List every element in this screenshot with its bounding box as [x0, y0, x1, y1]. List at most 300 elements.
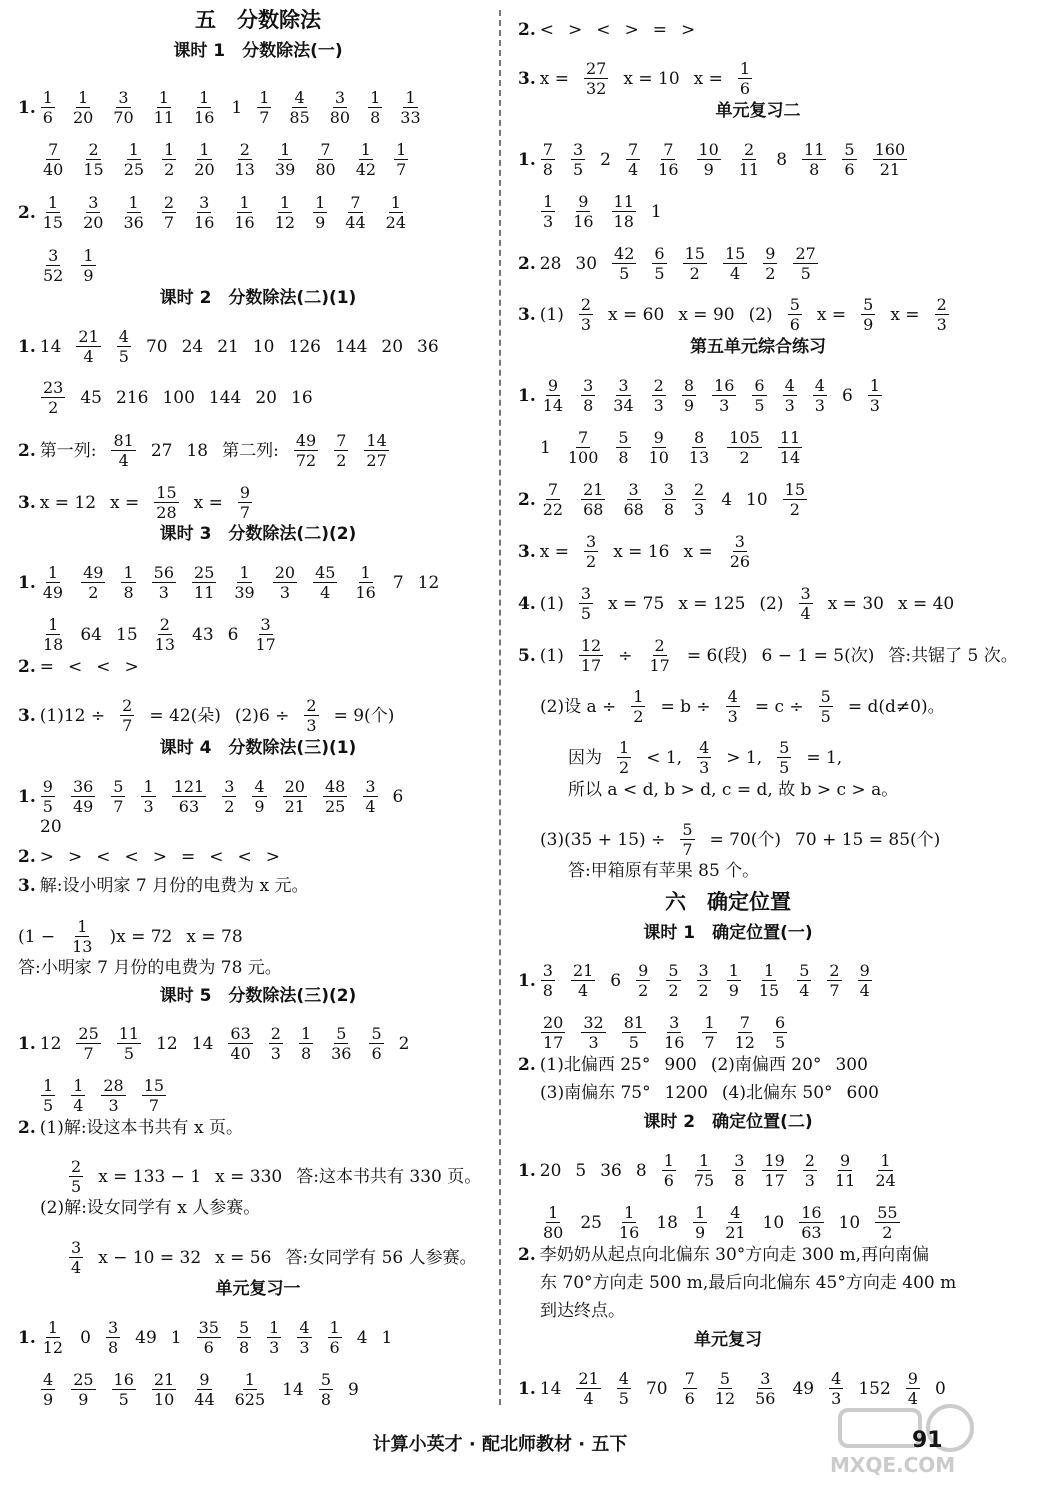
fraction: 16 5: [113, 1370, 134, 1409]
fraction: 3 2: [224, 777, 235, 816]
item-number: 1.: [518, 1378, 536, 1399]
fraction: 3 52: [43, 246, 64, 285]
fraction: 5 5: [779, 738, 790, 777]
answer-line: [40, 615, 520, 654]
fraction: 2 7: [829, 961, 840, 1000]
answer-line: [18, 917, 498, 956]
answer-line: [18, 777, 498, 816]
answer-line: [68, 1157, 548, 1196]
fraction: 45 4: [315, 563, 336, 602]
fraction: 21 4: [572, 961, 594, 1000]
fraction: 11 18: [613, 192, 634, 231]
answer-value: 14: [539, 1378, 562, 1399]
item-number: 1.: [18, 336, 36, 357]
fraction: 2 13: [234, 140, 255, 179]
answer-value: 10: [762, 1212, 785, 1233]
answer-value: >: [68, 847, 83, 867]
item-number: 1.: [518, 149, 536, 170]
fraction: 1 3: [143, 777, 154, 816]
section-heading: 课时 5 分数除法(三)(2): [159, 986, 357, 1006]
answer-value: (1): [539, 593, 564, 614]
answer-line: [18, 1318, 498, 1357]
item-number: 4.: [518, 593, 536, 614]
answer-value: <: [96, 847, 111, 867]
fraction: 10 9: [698, 140, 719, 179]
section-heading: 课时 3 分数除法(二)(2): [159, 524, 357, 544]
fraction: 48 25: [324, 777, 346, 816]
fraction: 9 2: [638, 961, 649, 1000]
fraction: 5 8: [238, 1318, 250, 1357]
answer-line: [540, 428, 1020, 467]
fraction: 4 21: [725, 1203, 746, 1242]
fraction: 1 3: [869, 376, 880, 415]
answer-value: 15: [116, 624, 138, 645]
item-number: 2.: [18, 657, 36, 677]
answer-value: =: [39, 657, 54, 677]
answer-line: [540, 1083, 1020, 1103]
answer-value: (2)解:设女同学有 x 人参赛。: [40, 1198, 261, 1218]
section-heading: 单元复习一: [215, 1279, 301, 1299]
answer-value: 因为: [568, 747, 602, 768]
fraction: 1 20: [72, 88, 94, 127]
fraction: 9 16: [573, 192, 594, 231]
answer-value: x = 30: [827, 593, 884, 614]
fraction: 7 12: [734, 1013, 755, 1052]
answer-value: 20: [255, 387, 277, 408]
fraction: 2 13: [154, 615, 175, 654]
answer-value: < 1,: [646, 747, 683, 768]
answer-line: [18, 958, 498, 978]
fraction: 11 8: [804, 140, 825, 179]
answer-line: [18, 876, 498, 896]
fraction: 11 5: [118, 1024, 140, 1063]
answer-value: x = 75: [608, 593, 665, 614]
item-number: 2.: [518, 1055, 536, 1075]
answer-value: (1 −: [18, 926, 56, 947]
fraction: 2 3: [270, 1024, 281, 1063]
answer-line: [518, 59, 998, 98]
item-number: 2.: [18, 1118, 36, 1138]
answer-line: [40, 140, 520, 179]
answer-value: 14: [191, 1033, 214, 1054]
answer-value: 1: [231, 97, 243, 118]
fraction: 15 28: [156, 483, 177, 522]
answer-value: 70: [645, 1378, 668, 1399]
fraction: 1 75: [693, 1151, 715, 1190]
answer-line: [540, 1301, 1020, 1321]
answer-line: [518, 584, 998, 623]
section-heading: 第五单元综合练习: [690, 337, 826, 357]
fraction: 1 9: [83, 246, 94, 285]
fraction: 1 39: [234, 563, 255, 602]
answer-line: [518, 532, 998, 571]
answer-value: 14: [39, 336, 62, 357]
answer-line: [40, 1198, 520, 1218]
answer-value: x =: [683, 541, 713, 562]
fraction: 23 2: [43, 378, 64, 417]
fraction: 15 2: [784, 480, 806, 519]
fraction: 8 9: [683, 376, 695, 415]
answer-value: (2)南偏西 20°: [710, 1055, 822, 1075]
answer-value: 28: [539, 253, 562, 274]
fraction: 42 5: [614, 244, 635, 283]
fraction: 6 5: [754, 376, 765, 415]
fraction: 3 17: [255, 615, 276, 654]
item-number: 2.: [518, 253, 536, 274]
answer-value: 45: [80, 387, 102, 408]
answer-value: 18: [656, 1212, 678, 1233]
fraction: 4 3: [299, 1318, 310, 1357]
fraction: 2 3: [306, 696, 317, 735]
answer-value: = 42(朵): [149, 705, 221, 726]
section-heading: 课时 4 分数除法(三)(1): [159, 738, 357, 758]
item-number: 1.: [18, 1327, 36, 1348]
fraction: 8 13: [688, 428, 710, 467]
answer-value: 6: [841, 385, 853, 406]
item-number: 5.: [518, 645, 536, 666]
answer-line: [518, 244, 998, 283]
answer-value: 1: [381, 1327, 393, 1348]
fraction: 3 2: [586, 532, 597, 571]
answer-value: 1: [170, 1327, 182, 1348]
answer-value: 1: [650, 201, 662, 222]
answer-value: <: [68, 657, 83, 677]
item-number: 3.: [518, 68, 536, 89]
answer-value: x =: [539, 541, 569, 562]
fraction: 25 11: [194, 563, 215, 602]
answer-line: [518, 961, 998, 1000]
answer-line: [40, 1076, 520, 1115]
answer-line: [540, 820, 1020, 859]
answer-line: [18, 847, 498, 867]
fraction: 14 27: [366, 431, 387, 470]
answer-value: 4: [721, 489, 733, 510]
fraction: 1 16: [355, 563, 376, 602]
answer-value: 600: [846, 1083, 879, 1103]
fraction: 1 11: [153, 88, 175, 127]
fraction: 3 4: [71, 1238, 82, 1277]
answer-line: [18, 88, 498, 127]
fraction: 2 7: [122, 696, 133, 735]
fraction: 1 7: [396, 140, 407, 179]
answer-value: (1)北偏西 25°: [539, 1055, 651, 1075]
answer-value: 20: [381, 336, 404, 357]
page-number: 91: [912, 1428, 943, 1453]
answer-value: 300: [835, 1055, 868, 1075]
answer-value: 1: [540, 437, 551, 458]
fraction: 27 32: [586, 59, 607, 98]
fraction: 1 39: [274, 140, 296, 179]
answer-value: 6 − 1 = 5(次): [761, 645, 875, 666]
item-number: 1.: [18, 572, 36, 593]
answer-value: >: [124, 657, 139, 677]
fraction: 2 17: [649, 636, 670, 675]
fraction: 5 5: [820, 687, 831, 726]
answer-value: x =: [693, 68, 723, 89]
fraction: 5 7: [113, 777, 124, 816]
fraction: 55 2: [877, 1203, 898, 1242]
answer-value: 16: [291, 387, 313, 408]
fraction: 4 3: [784, 376, 795, 415]
fraction: 36 49: [72, 777, 94, 816]
fraction: 1 3: [543, 192, 554, 231]
fraction: 16 3: [714, 376, 735, 415]
item-number: 2.: [18, 847, 36, 867]
answer-value: 9: [348, 1379, 359, 1400]
fraction: 2 3: [694, 480, 705, 519]
answer-value: 144: [208, 387, 242, 408]
fraction: 7 100: [567, 428, 599, 467]
fraction: 25 7: [78, 1024, 99, 1063]
fraction: 7 2: [336, 431, 347, 470]
section-heading: 单元复习二: [715, 101, 801, 121]
answer-line: [68, 1238, 548, 1277]
fraction: 1 6: [42, 88, 53, 127]
fraction: 1 42: [355, 140, 377, 179]
fraction: 3 8: [734, 1151, 745, 1190]
fraction: 3 8: [663, 480, 675, 519]
answer-value: )x = 72: [109, 926, 173, 947]
answer-value: (1)解:设这本书共有 x 页。: [39, 1118, 243, 1138]
fraction: 35 6: [198, 1318, 219, 1357]
fraction: 9 7: [239, 483, 251, 522]
fraction: 20 21: [284, 777, 305, 816]
fraction: 5 36: [331, 1024, 352, 1063]
fraction: 1 25: [123, 140, 145, 179]
answer-value: x =: [193, 492, 223, 513]
answer-line: [18, 1118, 498, 1138]
answer-line: [40, 1370, 520, 1409]
item-number: 1.: [18, 1033, 36, 1054]
fraction: 4 3: [831, 1369, 842, 1408]
answer-line: [518, 376, 998, 415]
fraction: 5 4: [799, 961, 810, 1000]
answer-value: 2: [398, 1033, 410, 1054]
fraction: 2 15: [83, 140, 104, 179]
fraction: 160 21: [874, 140, 906, 179]
fraction: 81 5: [623, 1013, 645, 1052]
fraction: 5 7: [682, 820, 693, 859]
answer-line: [568, 780, 1048, 800]
fraction: 5 6: [844, 140, 855, 179]
answer-value: 70: [145, 336, 168, 357]
section-heading: 单元复习: [694, 1330, 762, 1350]
answer-value: (3)南偏东 75°: [540, 1083, 651, 1103]
item-number: 3.: [518, 541, 536, 562]
fraction: 11 14: [779, 428, 801, 467]
fraction: 9 14: [542, 376, 564, 415]
fraction: 7 8: [542, 140, 553, 179]
answer-value: = d(d≠0)。: [847, 696, 945, 717]
item-number: 1.: [518, 970, 536, 991]
fraction: 1 9: [728, 961, 739, 1000]
answer-value: 1200: [664, 1083, 708, 1103]
fraction: 7 80: [315, 140, 336, 179]
item-number: 3.: [518, 304, 536, 325]
item-number: 2.: [518, 489, 536, 510]
answer-value: (2)6 ÷: [234, 705, 290, 726]
answer-value: 10: [252, 336, 275, 357]
fraction: 3 16: [664, 1013, 685, 1052]
answer-value: x = 330: [215, 1166, 283, 1187]
fraction: 121 63: [173, 777, 205, 816]
fraction: 1 7: [704, 1013, 715, 1052]
section-heading: 课时 2 分数除法(二)(1): [159, 288, 357, 308]
section-heading: 课时 1 确定位置(一): [643, 923, 813, 943]
answer-value: x = 40: [897, 593, 955, 614]
answer-value: <: [96, 657, 111, 677]
fraction: 3 56: [755, 1369, 776, 1408]
answer-line: [40, 246, 520, 285]
fraction: 6 5: [774, 1013, 786, 1052]
answer-line: [18, 696, 498, 735]
answer-line: [18, 431, 498, 470]
answer-value: x = 90: [678, 304, 735, 325]
fraction: 5 2: [668, 961, 679, 1000]
fraction: 20 17: [543, 1013, 564, 1052]
fraction: 19 17: [764, 1151, 785, 1190]
fraction: 49 72: [295, 431, 317, 470]
answer-value: >: [265, 847, 280, 867]
fraction: 7 22: [542, 480, 564, 519]
answer-value: 第二列:: [222, 440, 279, 461]
answer-value: 49: [135, 1327, 157, 1348]
answer-value: (1): [539, 304, 564, 325]
fraction: 1 12: [274, 193, 296, 232]
fraction: 9 5: [42, 777, 53, 816]
fraction: 1 8: [370, 88, 381, 127]
answer-value: x =: [110, 492, 140, 513]
answer-value: 12: [417, 572, 440, 593]
answer-value: 36: [417, 336, 439, 357]
fraction: 21 4: [78, 327, 99, 366]
answer-line: [568, 738, 1048, 777]
answer-value: 4: [356, 1327, 368, 1348]
fraction: 1 6: [663, 1151, 674, 1190]
answer-value: = 9(个): [333, 705, 395, 726]
fraction: 7 6: [684, 1369, 695, 1408]
fraction: 21 4: [578, 1369, 599, 1408]
answer-value: (3)(35 + 15) ÷: [540, 829, 666, 850]
fraction: 7 16: [658, 140, 679, 179]
fraction: 28 3: [103, 1076, 124, 1115]
answer-value: 12: [156, 1033, 178, 1054]
answer-value: 答:甲箱原有苹果 85 个。: [568, 861, 760, 881]
answer-value: x = 60: [608, 304, 665, 325]
fraction: 1 12: [42, 1318, 64, 1357]
answer-line: [518, 140, 998, 179]
section-heading: 课时 2 确定位置(二): [643, 1112, 813, 1132]
answer-line: [540, 1273, 1020, 1293]
answer-value: 27: [150, 440, 173, 461]
fraction: 16 63: [801, 1203, 822, 1242]
item-number: 2.: [518, 20, 536, 40]
answer-value: (2)设 a ÷: [540, 696, 617, 717]
section-heading: 课时 1 分数除法(一): [173, 41, 343, 61]
fraction: 4 3: [727, 687, 738, 726]
answer-value: <: [209, 847, 224, 867]
fraction: 1 16: [234, 193, 255, 232]
answer-value: (2): [748, 304, 773, 325]
fraction: 81 4: [113, 431, 134, 470]
answer-line: [518, 636, 1018, 675]
fraction: 1 36: [123, 193, 144, 232]
fraction: 5 12: [714, 1369, 736, 1408]
answer-value: >: [39, 847, 54, 867]
item-number: 1.: [18, 786, 36, 807]
fraction: 1 16: [619, 1203, 640, 1242]
fraction: 1 13: [72, 917, 93, 956]
fraction: 3 5: [580, 584, 592, 623]
page-footer: 计算小英才 · 配北师教材 · 五下: [372, 1434, 628, 1455]
fraction: 49 2: [83, 563, 104, 602]
fraction: 2 3: [936, 295, 947, 334]
fraction: 1 24: [875, 1151, 896, 1190]
fraction: 3 34: [613, 376, 634, 415]
fraction: 12 17: [580, 636, 602, 675]
fraction: 9 2: [765, 244, 776, 283]
answer-value: <: [237, 847, 252, 867]
fraction: 1 2: [164, 140, 175, 179]
fraction: 1 15: [758, 961, 780, 1000]
fraction: 3 8: [542, 961, 553, 1000]
fraction: 5 9: [863, 295, 874, 334]
answer-value: 6: [610, 970, 622, 991]
answer-value: 18: [186, 440, 209, 461]
fraction: 21 10: [153, 1370, 175, 1409]
fraction: 5 6: [789, 295, 800, 334]
fraction: 9 10: [648, 428, 669, 467]
answer-value: 答:小明家 7 月份的电费为 78 元。: [18, 958, 282, 978]
answer-value: ÷: [618, 645, 633, 666]
fraction: 1 20: [194, 140, 215, 179]
answer-value: <: [124, 847, 139, 867]
answer-value: (1): [539, 645, 564, 666]
answer-value: 900: [664, 1055, 697, 1075]
fraction: 105 2: [729, 428, 760, 467]
answer-value: x = 56: [215, 1247, 272, 1268]
fraction: 3 16: [194, 193, 215, 232]
answer-value: x = 125: [678, 593, 746, 614]
answer-value: 100: [162, 387, 195, 408]
answer-value: x =: [539, 68, 569, 89]
fraction: 1 9: [315, 193, 326, 232]
fraction: 4 9: [43, 1370, 54, 1409]
answer-value: 答:共锯了 5 次。: [888, 645, 1018, 666]
answer-line: [540, 192, 1020, 231]
answer-value: x = 12: [39, 492, 97, 513]
fraction: 1 15: [42, 193, 64, 232]
fraction: 5 6: [371, 1024, 382, 1063]
answer-value: 43: [192, 624, 214, 645]
fraction: 3 5: [572, 140, 584, 179]
answer-value: = 1,: [806, 747, 843, 768]
answer-value: x = 10: [623, 68, 680, 89]
answer-line: [18, 657, 498, 677]
item-number: 1.: [518, 1160, 536, 1181]
fraction: 7 4: [627, 140, 639, 179]
fraction: 56 3: [153, 563, 175, 602]
answer-value: >: [624, 20, 639, 40]
answer-value: <: [596, 20, 611, 40]
fraction: 32 3: [583, 1013, 604, 1052]
answer-value: >: [681, 20, 696, 40]
answer-value: 12: [39, 1033, 62, 1054]
fraction: 4 3: [699, 738, 710, 777]
answer-value: x = 133 − 1: [98, 1166, 202, 1187]
answer-value: 14: [282, 1379, 304, 1400]
answer-line: [540, 1013, 1020, 1052]
